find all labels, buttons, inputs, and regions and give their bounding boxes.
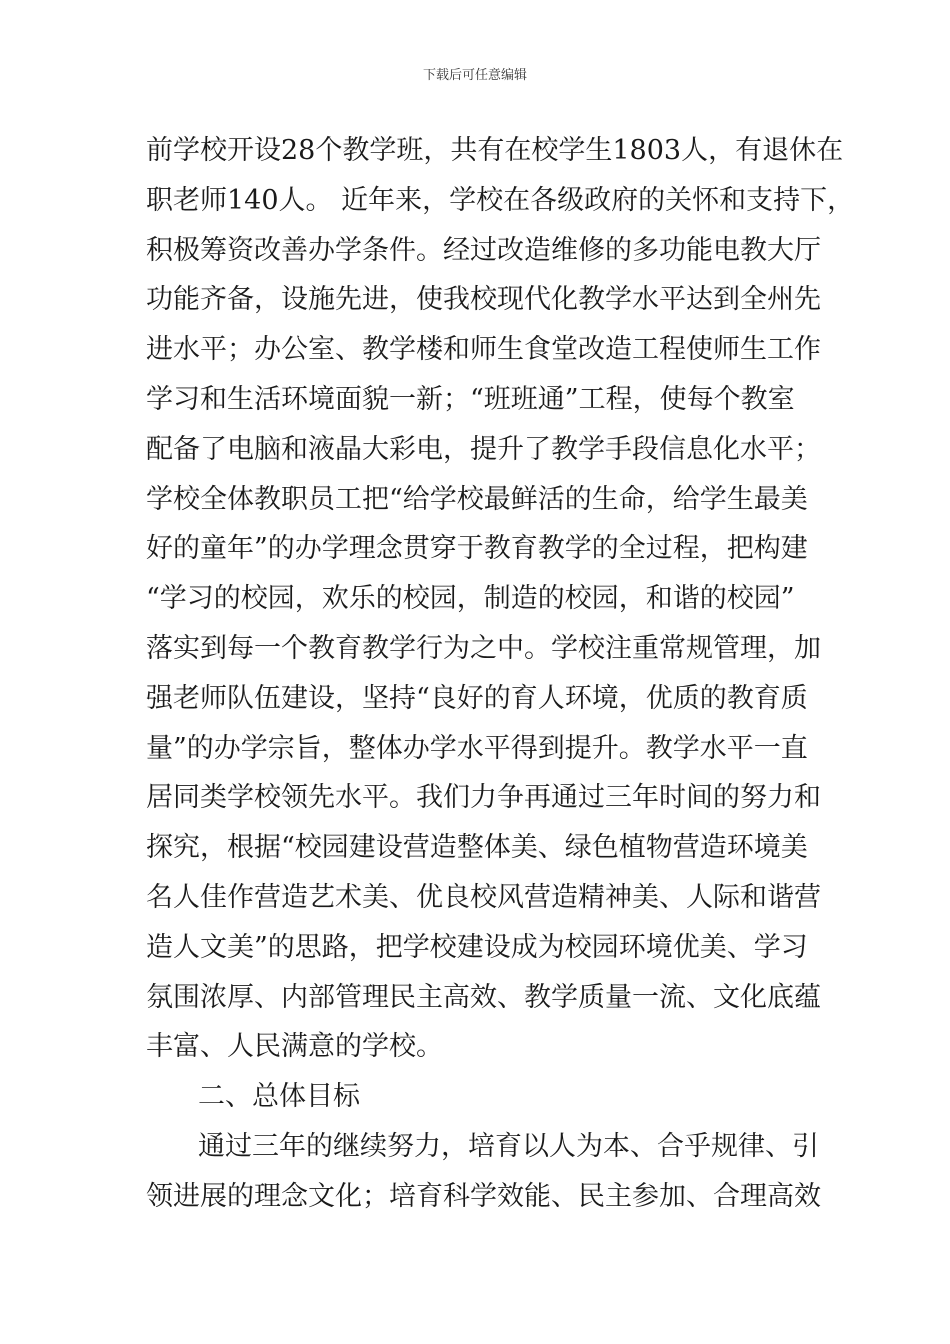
text-line: 名人佳作营造艺术美、优良校风营造精神美、人际和谐营 bbox=[146, 881, 821, 913]
text-line: 积极筹资改善办学条件。经过改造维修的多功能电教大厅 bbox=[146, 234, 821, 266]
text-line: 强老师队伍建设，坚持“良好的育人环境，优质的教育质 bbox=[146, 682, 808, 714]
text-line: 领进展的理念文化；培育科学效能、民主参加、合理高效 bbox=[146, 1180, 821, 1212]
text-line: 丰富、人民满意的学校。 bbox=[146, 1031, 443, 1063]
text-line: 前学校开设28个教学班，共有在校学生1803人，有退休在 bbox=[146, 135, 844, 166]
text-line: 学校全体教职员工把“给学校最鲜活的生命，给学生最美 bbox=[146, 483, 808, 515]
text-line: 落实到每一个教育教学行为之中。学校注重常规管理，加 bbox=[146, 632, 821, 664]
body-text bbox=[146, 126, 855, 1222]
text-line: 好的童年”的办学理念贯穿于教育教学的全过程，把构建 bbox=[146, 533, 808, 565]
text-line: 进水平；办公室、教学楼和师生食堂改造工程使师生工作 bbox=[146, 334, 821, 366]
text-line: 氛围浓厚、内部管理民主高效、教学质量一流、文化底蕴 bbox=[146, 981, 821, 1013]
text-line: 通过三年的继续努力，培育以人为本、合乎规律、引 bbox=[198, 1130, 819, 1162]
text-line: 量”的办学宗旨，整体办学水平得到提升。教学水平一直 bbox=[146, 732, 808, 764]
page-header: 下载后可任意编辑 bbox=[422, 68, 527, 83]
section-heading: 二、总体目标 bbox=[198, 1081, 360, 1113]
text-line: “学习的校园，欢乐的校园，制造的校园，和谐的校园” bbox=[146, 583, 795, 615]
text-line: 探究，根据“校园建设营造整体美、绿色植物营造环境美 bbox=[146, 832, 808, 864]
text-line: 学习和生活环境面貌一新；“班班通”工程，使每个教室 bbox=[146, 383, 795, 415]
text-line: 配备了电脑和液晶大彩电，提升了教学手段信息化水平； bbox=[146, 433, 821, 465]
text-line: 职老师140人。 近年来，学校在各级政府的关怀和支持下， bbox=[146, 184, 855, 216]
text-line: 功能齐备，设施先进，使我校现代化教学水平达到全州先 bbox=[146, 284, 821, 316]
text-line: 居同类学校领先水平。我们力争再通过三年时间的努力和 bbox=[146, 782, 821, 814]
text-line: 造人文美”的思路，把学校建设成为校园环境优美、学习 bbox=[146, 931, 808, 963]
